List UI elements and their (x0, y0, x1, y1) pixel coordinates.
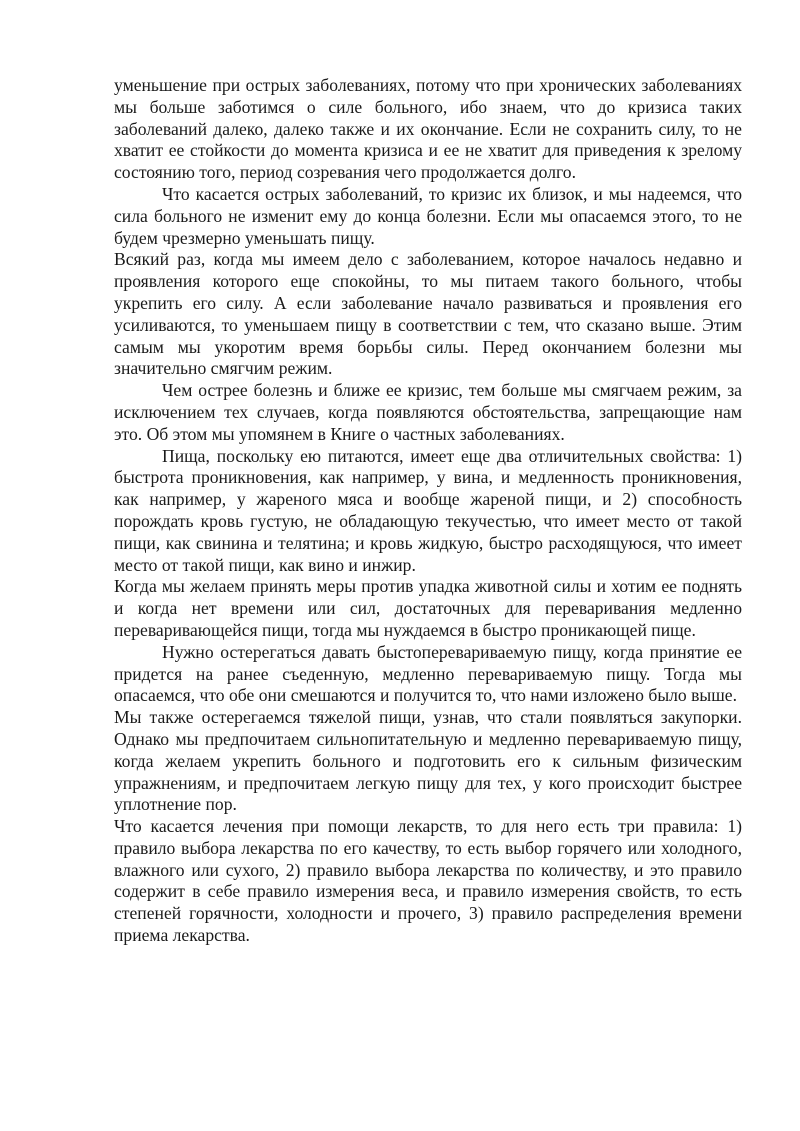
paragraph-5: Пища, поскольку ею питаются, имеет еще два отличительных свойства: 1) быстрота проникновения, как например, у вина, и медленность проникновения, как например, у жареного мяса и вообще жареной пищи, и 2) способность порождать кровь густую, не обладающую текучестью, что имеет место от такой пищи, как свинина и телятина; и кровь жидкую, быстро расходящуюся, что имеет место от такой пищи, как вино и инжир. (114, 445, 742, 575)
paragraph-9: Что касается лечения при помощи лекарств, то для него есть три правила: 1) правило выбора лекарства по его качеству, то есть выбор горячего или холодного, влажного или сухого, 2) правило выбора лекарства по количеству, и это правило содержит в себе правило измерения веса, и правило измерения свойств, то есть степеней горячности, холодности и прочего, 3) правило распределения времени приема лекарства. (114, 816, 742, 946)
paragraph-6: Когда мы желаем принять меры против упадка животной силы и хотим ее поднять и когда нет времени или сил, достаточных для переваривания медленно переваривающейся пищи, тогда мы нуждаемся в быстро проникающей пище. (114, 576, 742, 640)
paragraph-8: Мы также остерегаемся тяжелой пищи, узнав, что стали появляться закупорки. Однако мы предпочитаем сильнопитательную и медленно перевариваемую пищу, когда желаем укрепить больного и подготовить его к сильным физическим упражнениям, и предпочитаем легкую пищу для тех, у кого происходит быстрее уплотнение пор. (114, 707, 742, 815)
document-page (114, 75, 742, 947)
paragraph-1: уменьшение при острых заболеваниях, потому что при хронических заболеваниях мы больше заботимся о силе больного, ибо знаем, что до кризиса таких заболеваний далеко, далеко также и их окончание. Если не сохранить силу, то не хватит ее стойкости до момента кризиса и ее не хватит для приведения к зрелому состоянию того, период созревания чего продолжается долго. (114, 75, 742, 183)
paragraph-7: Нужно остерегаться давать быстопереваpиваемую пищу, когда принятие ее придется на ранее съеденную, медленно перевариваемую пищу. Тогда мы опасаемся, что обе они смешаются и получится то, что нами изложено было выше. (114, 641, 742, 706)
paragraph-3: Всякий раз, когда мы имеем дело с заболеванием, которое началось недавно и проявления которого еще спокойны, то мы питаем такого больного, чтобы укрепить его силу. А если заболевание начало развиваться и проявления его усиливаются, то уменьшаем пищу в соответствии с тем, что сказано выше. Этим самым мы укоротим время борьбы силы. Перед окончанием болезни мы значительно смягчим режим. (114, 249, 742, 379)
paragraph-2: Что касается острых заболеваний, то кризис их близок, и мы надеемся, что сила больного не изменит ему до конца болезни. Если мы опасаемся этого, то не будем чрезмерно уменьшать пищу. (114, 183, 742, 248)
paragraph-4: Чем острее болезнь и ближе ее кризис, тем больше мы смягчаем режим, за исключением тех случаев, когда появляются обстоятельства, запрещающие нам это. Об этом мы упомянем в Книге о частных заболеваниях. (114, 380, 742, 444)
